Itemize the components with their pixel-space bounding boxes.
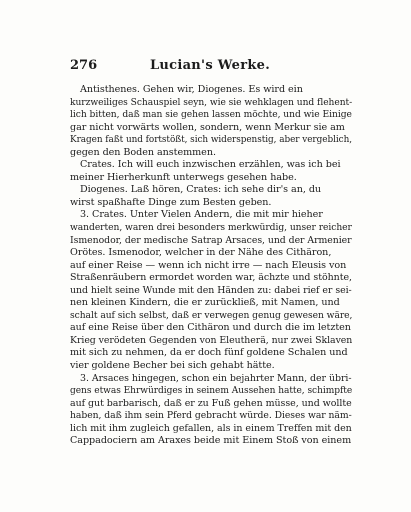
text-line: schalt auf sich selbst, daß er verwegen genug gewesen wäre,: [70, 309, 352, 321]
page-header: [70, 58, 350, 78]
body-text: [70, 84, 352, 448]
text-line: nen kleinen Kindern, die er zurückließ, mit Namen, und: [70, 297, 340, 309]
text-line: Cappadociern am Araxes beide mit Einem Stoß von einem: [70, 435, 352, 447]
text-line: gegen den Boden anstemmen.: [70, 146, 216, 158]
text-line: gens etwas Ehrwürdiges in seinem Aussehen hatte, schimpfte: [70, 385, 352, 397]
text-line: auf eine Reise über den Cithäron und durch die im letzten: [70, 322, 351, 334]
text-line: haben, daß ihm sein Pferd gebracht würde. Dieses war näm-: [70, 410, 352, 422]
page-number: 276: [70, 58, 98, 73]
text-line: wirst spaßhafte Dinge zum Besten geben.: [70, 196, 272, 208]
text-line: 3. Arsaces hingegen, schon ein bejahrter Mann, der übri-: [80, 372, 352, 384]
text-line: kurzweiliges Schauspiel seyn, wie sie wehklagen und flehent-: [70, 96, 352, 108]
text-line: wanderten, waren drei besonders merkwürdig, unser reicher: [70, 222, 352, 234]
text-line: Antisthenes. Gehen wir, Diogenes. Es wird ein: [80, 84, 303, 95]
text-line: Straßenräubern ermordet worden war, ächzte und stöhnte,: [70, 272, 352, 284]
text-line: Orötes. Ismenodor, welcher in der Nähe des Cithäron,: [70, 247, 332, 259]
text-line: 3. Crates. Unter Vielen Andern, die mit mir hieher: [80, 209, 323, 221]
text-line: auf gut barbarisch, daß er zu Fuß gehen müsse, und wollte: [70, 397, 352, 409]
text-line: Kragen faßt und fortstößt, sich widerspenstig, aber vergeblich,: [70, 134, 352, 146]
text-line: auf einer Reise — wenn ich nicht irre — nach Eleusis von: [70, 259, 347, 271]
text-line: Krieg verödeten Gegenden von Eleutherä, nur zwei Sklaven: [70, 334, 352, 346]
text-line: Ismenodor, der medische Satrap Arsaces, und der Armenier: [70, 234, 352, 246]
text-line: lich bitten, daß man sie gehen lassen möchte, und wie Einige: [70, 109, 352, 121]
text-line: Crates. Ich will euch inzwischen erzählen, was ich bei: [80, 159, 341, 171]
text-line: gar nicht vorwärts wollen, sondern, wenn Merkur sie am: [70, 121, 345, 133]
text-line: lich mit ihm zugleich gefallen, als in einem Treffen mit den: [70, 422, 352, 434]
running-title: Lucian's Werke.: [149, 58, 271, 73]
text-line: vier goldene Becher bei sich gehabt hätte.: [70, 360, 275, 372]
text-line: und hielt seine Wunde mit den Händen zu: dabei rief er sei-: [70, 284, 352, 296]
text-line: meiner Hierherkunft unterwegs gesehen habe.: [70, 171, 297, 183]
text-line: Diogenes. Laß hören, Crates: ich sehe dir's an, du: [80, 184, 322, 196]
text-line: mit sich zu nehmen, da er doch fünf goldene Schalen und: [70, 347, 348, 359]
